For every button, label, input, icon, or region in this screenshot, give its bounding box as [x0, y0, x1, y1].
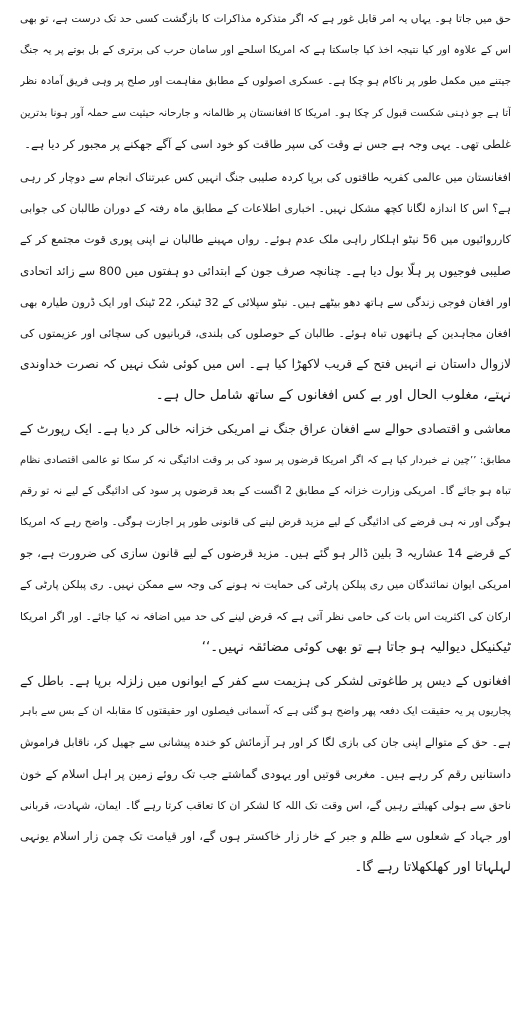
text-line: کارروائیوں میں 56 نیٹو اہلکار راہی ملک عدم ہوئے۔ رواں مہینے طالبان نے اپنی پوری قوت مجتمع کر کے [20, 233, 511, 247]
text-line: پجاریوں پر یہ حقیقت ایک دفعہ پھر واضح ہو گئی ہے کہ آسمانی فیصلوں اور حقیقتوں کا مقابلہ ان کے بس سے باہر [20, 706, 511, 718]
text-line: کے قرضے 14 عشاریہ 3 بلین ڈالر ہو گئے ہیں۔ مزید قرضوں کے لیے قانون سازی کی ضرورت ہے، جو [20, 546, 511, 561]
text-line: نہتے، مغلوب الحال اور بے کس افغانوں کے ساتھ شامل حال ہے۔ [155, 388, 511, 404]
text-line: غلطی تھی۔ یہی وجہ ہے جس نے وقت کی سپر طاقت کو خود اسی کے آگے جھکنے پر مجبور کر دیا ہے۔ [24, 136, 511, 151]
text-line: لہلہاتا اور کھلکھلاتا رہے گا۔ [354, 860, 511, 876]
text-line: حق میں جاتا ہو۔ یہاں یہ امر قابل غور ہے کہ اگر متذکرہ مذاکرات کا بازگشت کسی حد تک درست ہے، تو بھی [20, 13, 511, 25]
text-line: افغانوں کے دیس پر طاغوتی لشکر کی ہزیمت سے کفر کے ایوانوں میں زلزلہ برپا ہے۔ باطل کے [20, 672, 511, 688]
text-line: لازوال داستان نے انہیں فتح کے قریب لاکھڑا کیا ہے۔ اس میں کوئی شک نہیں کہ نصرت خداوندی [20, 357, 511, 372]
text-line: ہوگی اور نہ ہی قرضے کی ادائیگی کے لیے مزید قرض لینے کی قانونی طور پر اجازت ہوگی۔ واضح رہے کہ امریکا [20, 516, 511, 528]
text-line: آتا ہے جو ذہنی شکست قبول کر چکا ہو۔ امریکا کا افغانستان پر ظالمانہ و جارحانہ حیثیت سے حملہ آور ہونا بدترین [20, 107, 511, 119]
text-line: اس کے علاوہ اور کیا نتیجہ اخذ کیا جاسکتا ہے کہ امریکا اسلحے اور سامان حرب کی برتری کے بل بوتے پر یہ جنگ [20, 44, 511, 57]
text-line: تباہ ہو جائے گا۔ امریکی وزارت خزانہ کے مطابق 2 اگست کے بعد قرضوں پر سود کی ادائیگی کے لیے نہ تو رقم [20, 484, 511, 497]
text-line: ہے۔ حق کے متوالے اپنی جان کی بازی لگا کر اور ہر آزمائش کو خندہ پیشانی سے جھیل کر، ناقابل فراموش [20, 736, 511, 750]
text-line: ٹیکنیکل دیوالیہ ہو جاتا ہے تو بھی کوئی مضائقہ نہیں۔‘‘ [201, 639, 511, 655]
text-line: معاشی و اقتصادی حوالے سے افغان عراق جنگ نے امریکی خزانہ خالی کر دیا ہے۔ ایک رپورٹ کے [20, 421, 511, 437]
text-line: مطابق: ’’چین نے خبردار کیا ہے کہ اگر امریکا قرضوں پر سود کی بر وقت ادائیگی نہ کر سکا تو عالمی اقتصادی نظام [20, 454, 511, 466]
text-line: امریکی ایوان نمائندگان میں ری پبلکن پارٹی کی حمایت نہ ہونے کی وجہ سے ممکن نہیں۔ ری پبلکن پارٹی کے [20, 578, 511, 592]
text-line: صلیبی فوجیوں پر ہلّا بول دیا ہے۔ چنانچہ صرف جون کے ابتدائی دو ہفتوں میں 800 سے زائد اتحادی [20, 263, 511, 278]
paragraph-crusade-war [20, 162, 511, 412]
text-line: افغان مجاہدین کے ہاتھوں تباہ ہوئے۔ طالبان کے حوصلوں کی بلندی، قربانیوں کی سچائی اور عزیمتوں کی [20, 326, 511, 340]
text-line: ہے؟ اس کا اندازہ لگانا کچھ مشکل نہیں۔ اخباری اطلاعات کے مطابق ماہ رفتہ کے دوران طالبان کی جوابی [20, 202, 511, 216]
text-line: ناحق سے ہولی کھیلتے رہیں گے، اس وقت تک اللہ کا لشکر ان کا تعاقب کرتا رہے گا۔ ایمان، شہادت، قربانی [20, 798, 511, 812]
paragraph-economy [20, 413, 511, 663]
text-line: اور جہاد کے شعلوں سے ظلم و جبر کے خار زار خاکستر ہوں گے، اور قیامت تک چمن زار اسلام یونہی [20, 828, 511, 843]
paragraph-negotiations [20, 4, 511, 160]
text-line: افغانستان میں عالمی کفریہ طاقتوں کی برپا کردہ صلیبی جنگ انہیں کس عبرتناک انجام سے دوچار کر رہی [20, 170, 511, 184]
text-line: جیتنے میں مکمل طور پر ناکام ہو چکا ہے۔ عسکری اصولوں کے مطابق مفاہمت اور صلح پر وہی فریق آمادہ نظر [20, 75, 511, 88]
text-line: اور افغان فوجی زندگی سے ہاتھ دھو بیٹھے ہیں۔ نیٹو سپلائی کے 32 ٹینکر، 22 ٹینک اور ایک ڈرون طیارہ بھی [20, 295, 511, 309]
text-line: ارکان کی اکثریت اس بات کی حامی نظر آتی ہے کہ قرض لینے کی حد میں اضافہ نہ کیا جائے۔ اور اگر امریکا [20, 609, 511, 623]
paragraph-conclusion [20, 665, 511, 883]
text-line: داستانیں رقم کر رہے ہیں۔ مغربی قوتیں اور یہودی گماشتے جب تک روئے زمین پر اہل اسلام کے خون [20, 766, 511, 781]
